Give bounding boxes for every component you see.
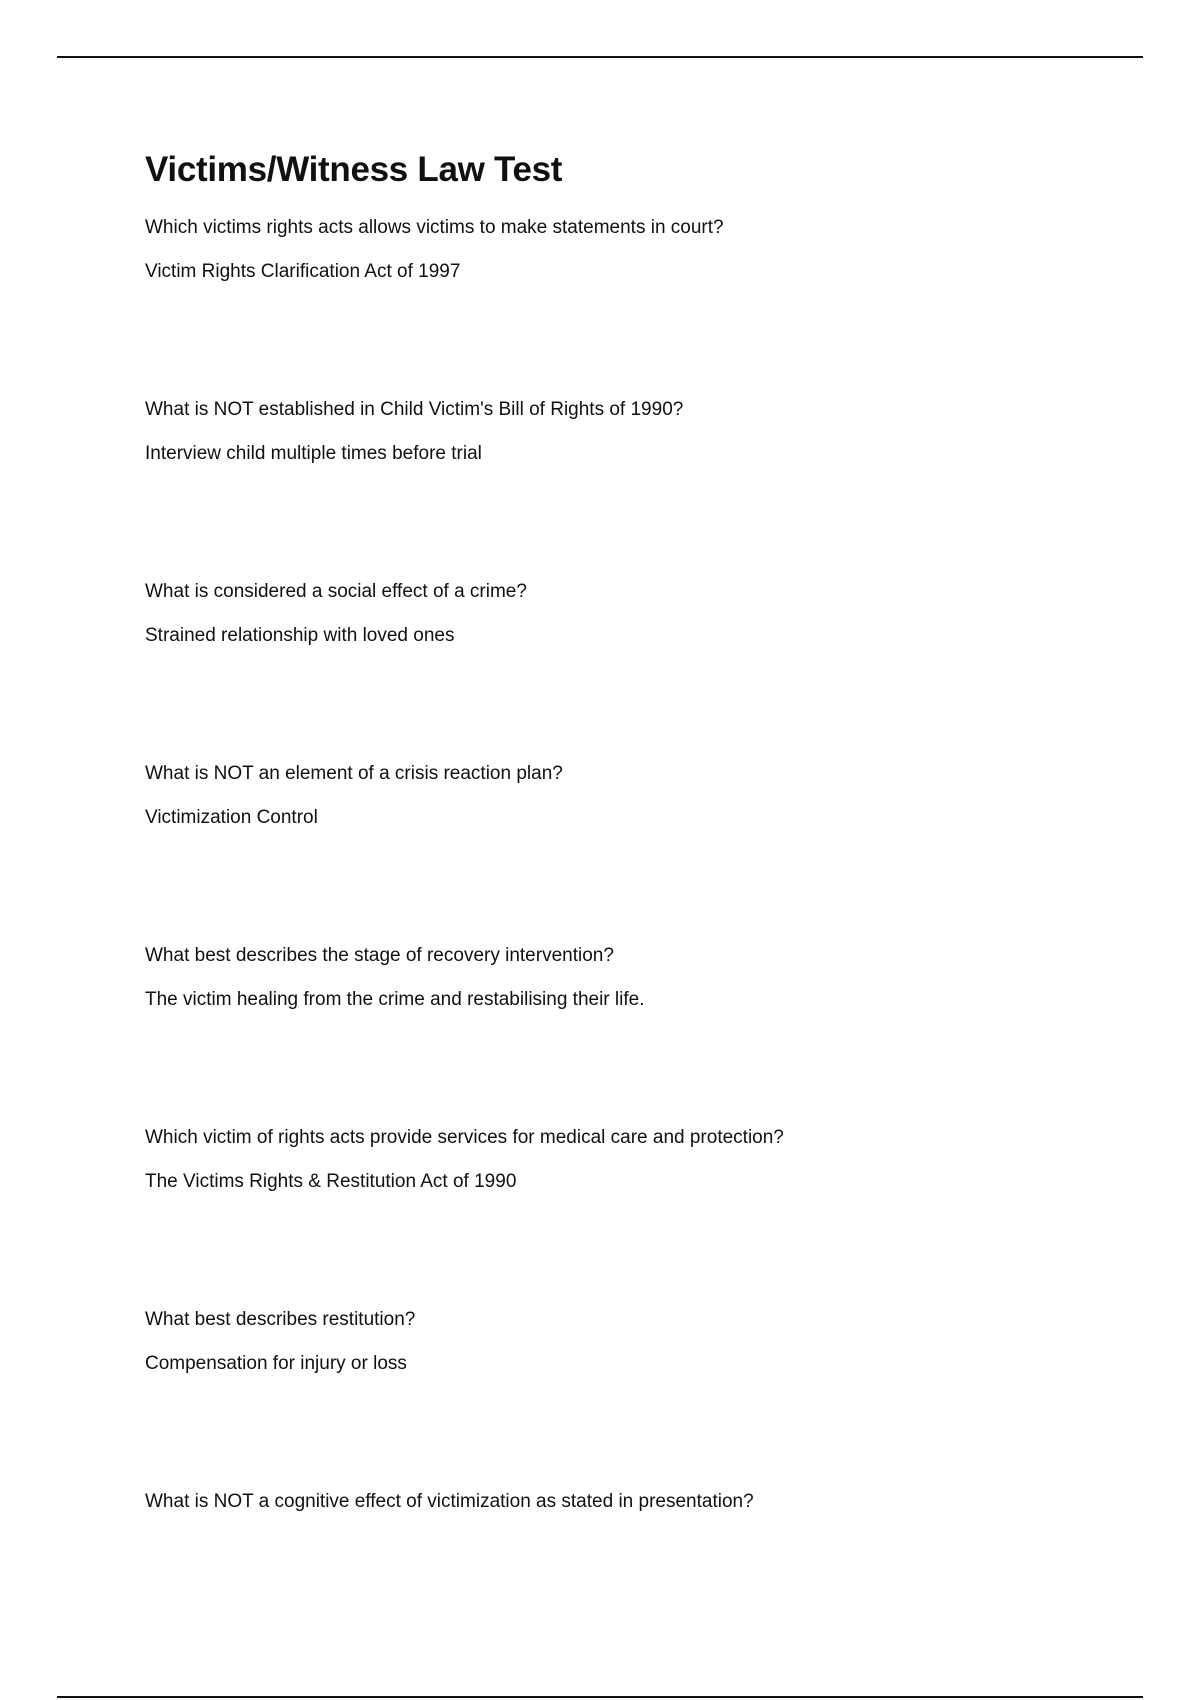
qa-item	[145, 1308, 415, 1376]
qa-item	[145, 944, 644, 1012]
answer-text: Victim Rights Clarification Act of 1997	[145, 261, 461, 282]
question-text: What is considered a social effect of a crime?	[145, 581, 527, 602]
qa-item	[145, 580, 527, 648]
question-text: What is NOT an element of a crisis reaction plan?	[145, 763, 563, 784]
question-text: Which victim of rights acts provide services for medical care and protection?	[145, 1127, 784, 1148]
question-text: What best describes the stage of recovery intervention?	[145, 945, 614, 966]
question-text: What best describes restitution?	[145, 1309, 416, 1330]
answer-text: Victimization Control	[145, 807, 318, 828]
question-text: What is NOT a cognitive effect of victimization as stated in presentation?	[145, 1491, 754, 1512]
question-text: Which victims rights acts allows victims to make statements in court?	[145, 217, 724, 238]
footer-rule	[57, 1696, 1143, 1698]
answer-text: Strained relationship with loved ones	[145, 625, 455, 646]
qa-item	[145, 1490, 754, 1514]
answer-text: The Victims Rights & Restitution Act of 1990	[145, 1171, 517, 1192]
header-rule	[57, 56, 1143, 58]
qa-item	[145, 1126, 784, 1194]
question-text: What is NOT established in Child Victim's Bill of Rights of 1990?	[145, 399, 684, 420]
answer-text: Interview child multiple times before trial	[145, 443, 482, 464]
qa-item	[145, 216, 724, 284]
answer-text: The victim healing from the crime and restabilising their life.	[145, 989, 645, 1010]
qa-item	[145, 398, 683, 466]
document-body	[145, 146, 1105, 1512]
answer-text: Compensation for injury or loss	[145, 1353, 407, 1374]
document-title: Victims/Witness Law Test	[145, 150, 563, 189]
qa-item	[145, 762, 563, 830]
